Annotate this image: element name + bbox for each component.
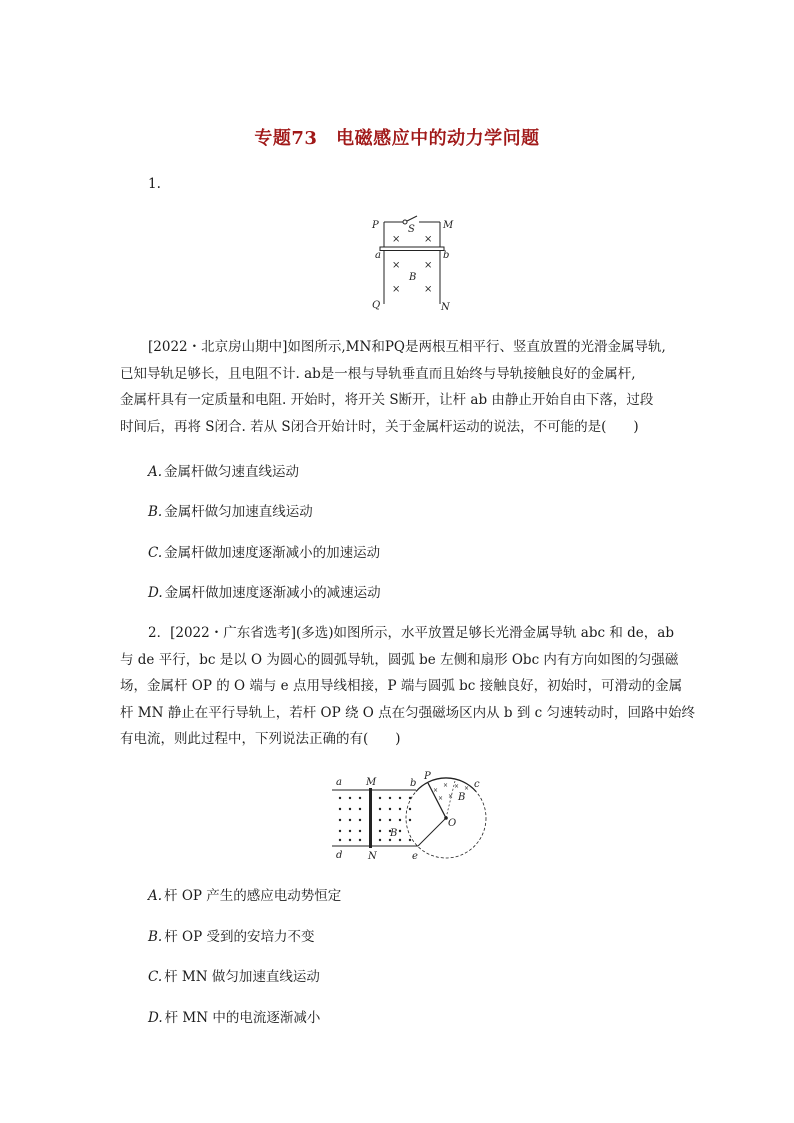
- option-letter: A.: [148, 464, 163, 480]
- rod-ab: [380, 247, 444, 251]
- stem-line: 金属杆具有一定质量和电阻. 开始时，将开关 S断开，让杆 ab 由静止开始自由下落，过段: [120, 392, 654, 408]
- question-2-option-a[interactable]: [148, 884, 341, 904]
- question-1-stem: [120, 334, 666, 440]
- label-P: P: [424, 771, 431, 782]
- option-text: 杆 OP 产生的感应电动势恒定: [164, 888, 342, 904]
- label-b: b: [410, 778, 417, 789]
- field-cross-icon: ×: [454, 783, 460, 790]
- option-letter: B.: [148, 504, 163, 520]
- label-b: b: [443, 250, 450, 261]
- label-N: N: [368, 851, 377, 862]
- label-a: a: [336, 777, 342, 788]
- label-O: O: [448, 818, 457, 829]
- stem-line: [2022・北京房山期中]如图所示,MN和PQ是两根互相平行、竖直放置的光滑金属导轨,: [148, 339, 666, 355]
- option-letter: D.: [148, 585, 163, 601]
- option-text: 杆 MN 中的电流逐渐减小: [164, 1010, 321, 1026]
- field-cross-icon: ×: [424, 284, 433, 295]
- stem-line: 时间后，再将 S闭合. 若从 S闭合开始计时，关于金属杆运动的说法，不可能的是( ): [120, 418, 639, 435]
- option-text: 金属杆做匀加速直线运动: [164, 504, 313, 520]
- field-cross-icon: ×: [443, 782, 449, 789]
- field-cross-icon: ×: [438, 795, 444, 802]
- stem-line: 杆 MN 静止在平行导轨上，若杆 OP 绕 O 点在匀强磁场区内从 b 到 c 匀速转动时，回路中始终: [120, 704, 695, 721]
- topic-title: 电磁感应中的动力学问题: [336, 128, 540, 149]
- option-letter: C.: [148, 969, 163, 985]
- label-B-sector: B: [458, 792, 466, 803]
- label-Q: Q: [372, 300, 381, 311]
- option-text: 金属杆做匀速直线运动: [164, 464, 300, 480]
- topic-number: 专题73: [254, 128, 318, 149]
- option-letter: A.: [148, 888, 163, 904]
- label-c: c: [474, 779, 480, 790]
- label-d: d: [336, 850, 343, 861]
- label-N: N: [441, 302, 450, 313]
- question-2-option-c[interactable]: [148, 965, 320, 985]
- switch-contact-icon: [403, 220, 407, 224]
- question-2-stem: [120, 620, 695, 753]
- label-B-left: B: [390, 828, 398, 839]
- question-1-option-c[interactable]: [148, 541, 380, 561]
- option-letter: B.: [148, 929, 163, 945]
- label-a: a: [375, 250, 381, 261]
- figure-2-rails-arc: [328, 770, 494, 862]
- label-e: e: [412, 851, 418, 862]
- page-title: [0, 124, 794, 150]
- option-text: 杆 MN 做匀加速直线运动: [164, 969, 320, 985]
- stem-line: 已知导轨足够长，且电阻不计. ab是一根与导轨垂直而且始终与导轨接触良好的金属杆,: [120, 365, 636, 382]
- label-B: B: [409, 272, 417, 283]
- label-M: M: [366, 777, 377, 788]
- option-letter: D.: [148, 1010, 163, 1026]
- option-text: 杆 OP 受到的安培力不变: [164, 929, 315, 945]
- stem-line: 2．[2022・广东省选考](多选)如图所示，水平放置足够长光滑金属导轨 abc 和 de，ab: [148, 625, 674, 641]
- field-cross-icon: ×: [392, 234, 401, 245]
- question-1-number: 1.: [148, 176, 161, 192]
- field-cross-icon: ×: [392, 284, 401, 295]
- label-M: M: [443, 220, 454, 231]
- field-cross-icon: ×: [424, 234, 433, 245]
- field-dots-out-of-page: [339, 797, 411, 841]
- option-text: 金属杆做加速度逐渐减小的加速运动: [164, 545, 381, 561]
- field-cross-icon: ×: [424, 260, 433, 271]
- option-letter: C.: [148, 545, 163, 561]
- label-S: S: [408, 224, 415, 235]
- stem-line: 场，金属杆 OP 的 O 端与 e 点用导线相接，P 端与圆弧 bc 接触良好，初始时，可滑动的金属: [120, 678, 683, 694]
- stem-line: 有电流，则此过程中，下列说法正确的有( ): [120, 731, 401, 747]
- field-cross-icon: ×: [448, 793, 454, 800]
- rod-MN: [369, 788, 372, 848]
- field-cross-icon: ×: [392, 260, 401, 271]
- field-cross-icon: ×: [433, 787, 439, 794]
- wire-e-O: [418, 818, 446, 846]
- field-cross-icon: ×: [464, 785, 470, 792]
- question-1-option-a[interactable]: [148, 460, 299, 480]
- label-P: P: [372, 220, 379, 231]
- question-2-option-d[interactable]: [148, 1006, 320, 1026]
- question-2-option-b[interactable]: [148, 925, 314, 945]
- switch-lever: [407, 216, 417, 221]
- question-1-option-d[interactable]: [148, 581, 381, 601]
- stem-line: 与 de 平行，bc 是以 O 为圆心的圆弧导轨，圆弧 be 左侧和扇形 Obc 内有方向如图的匀强磁: [120, 651, 679, 668]
- figure-1-rails-circuit: [366, 212, 462, 314]
- option-text: 金属杆做加速度逐渐减小的减速运动: [164, 585, 381, 601]
- question-1-option-b[interactable]: [148, 500, 313, 520]
